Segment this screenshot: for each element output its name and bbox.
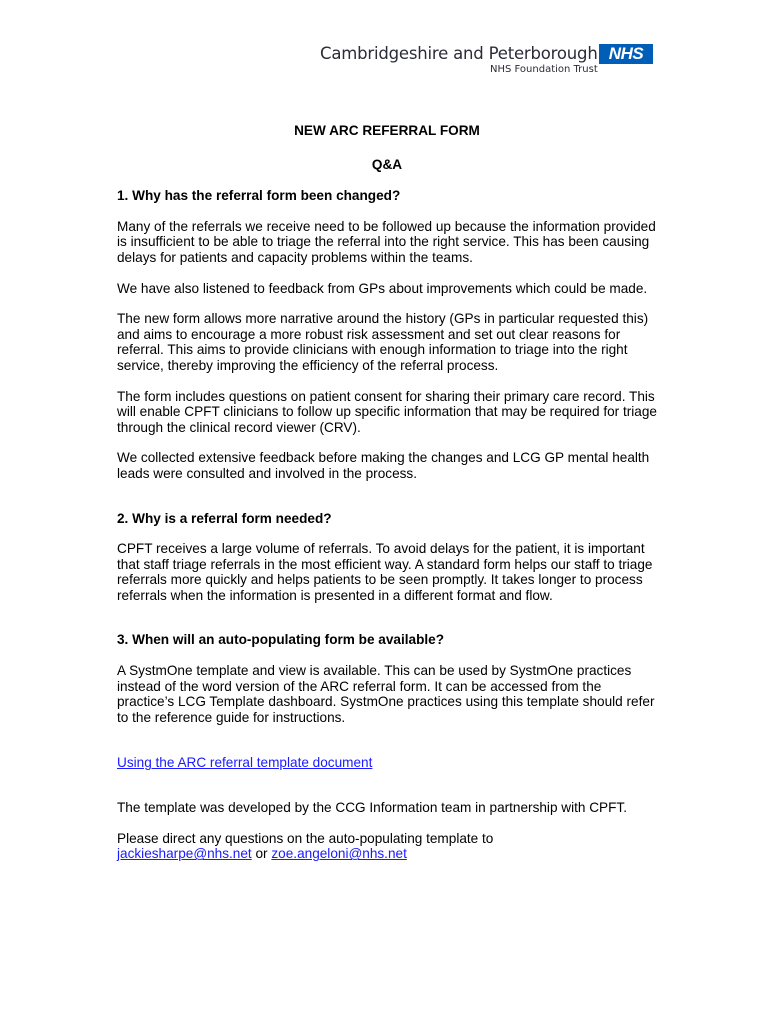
page-title: NEW ARC REFERRAL FORM bbox=[294, 123, 480, 138]
q1-paragraph: We collected extensive feedback before making the changes and LCG GP mental health leads were consulted and involved in the process. bbox=[117, 450, 650, 481]
question-2-heading: 2. Why is a referral form needed? bbox=[117, 510, 332, 526]
template-link-paragraph bbox=[117, 755, 657, 771]
org-subtitle: NHS Foundation Trust bbox=[490, 64, 598, 75]
q1-paragraph: The form includes questions on patient consent for sharing their primary care record. This will enable CPFT clinicians to follow up specific information that may be required for triage through the clinical record viewer (CRV). bbox=[117, 388, 657, 435]
nhs-logo: NHS bbox=[599, 44, 653, 64]
q2-paragraph: CPFT receives a large volume of referrals. To avoid delays for the patient, it is important that staff triage referrals in the most efficient way. A standard form helps our staff to triage referrals more quickly and helps patients to be seen promptly. It takes longer to process referrals when the information is presented in a different format and flow. bbox=[117, 541, 653, 603]
document-body bbox=[117, 123, 657, 862]
question-1-heading: 1. Why has the referral form been changed? bbox=[117, 188, 401, 204]
org-name: Cambridgeshire and Peterborough bbox=[320, 44, 598, 63]
email-link-jackie[interactable]: jackiesharpe@nhs.net bbox=[117, 846, 252, 862]
template-document-link[interactable]: Using the ARC referral template document bbox=[117, 755, 373, 771]
question-3-heading: 3. When will an auto-populating form be available? bbox=[117, 632, 445, 648]
q1-paragraph: The new form allows more narrative around the history (GPs in particular requested this) and aims to encourage a more robust risk assessment and set out clear reasons for referral. This aims to provide clinicians with enough information to triage into the right service, thereby improving the efficiency of the referral process. bbox=[117, 311, 649, 373]
email-link-zoe[interactable]: zoe.angeloni@nhs.net bbox=[271, 846, 407, 862]
q3-paragraph: A SystmOne template and view is available. This can be used by SystmOne practices instead of the word version of the ARC referral form. It can be accessed from the practice’s LCG Template dashboard. SystmOne practices using this template should refer to the reference guide for instructions. bbox=[117, 663, 655, 725]
contact-paragraph bbox=[117, 831, 657, 862]
q1-paragraph: We have also listened to feedback from GPs about improvements which could be made. bbox=[117, 280, 648, 296]
header bbox=[320, 40, 656, 80]
page-subtitle: Q&A bbox=[371, 156, 403, 172]
contact-intro: Please direct any questions on the auto-populating template to bbox=[117, 830, 494, 846]
developed-by-text: The template was developed by the CCG Information team in partnership with CPFT. bbox=[117, 800, 628, 816]
q1-paragraph: Many of the referrals we receive need to be followed up because the information provided is insufficient to be able to triage the referral into the right service. This has been causing delays for patients and capacity problems within the teams. bbox=[117, 218, 656, 265]
contact-connector: or bbox=[255, 846, 268, 862]
